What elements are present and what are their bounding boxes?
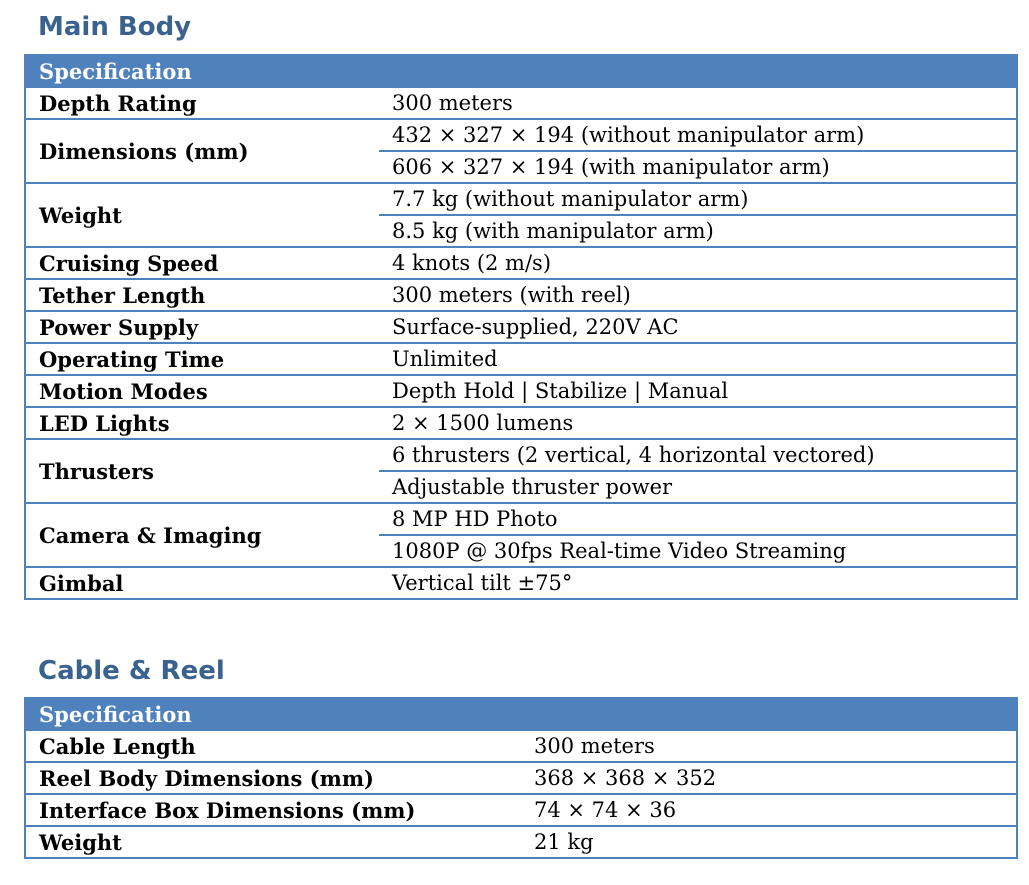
spec-value: 432 × 327 × 194 (without manipulator arm) [379,119,1017,151]
spec-value: 7.7 kg (without manipulator arm) [379,183,1017,215]
table-row [25,343,1017,375]
spec-label: Cruising Speed [25,247,379,279]
table-row [25,731,1017,762]
spec-label: Gimbal [25,567,379,599]
spec-label: Operating Time [25,343,379,375]
spec-label: LED Lights [25,407,379,439]
table-row [25,567,1017,599]
spec-value: 300 meters (with reel) [379,279,1017,311]
spec-label: Weight [25,826,521,858]
spec-label: Cable Length [25,731,521,762]
spec-header: Specification [25,698,1017,731]
spec-value: 300 meters [521,731,1017,762]
spec-value: 6 thrusters (2 vertical, 4 horizontal vectored) [379,439,1017,471]
table-header-row [25,698,1017,731]
spec-value: Vertical tilt ±75° [379,567,1017,599]
spec-value: Surface-supplied, 220V AC [379,311,1017,343]
main-body-rows [25,88,1017,599]
spec-value: 606 × 327 × 194 (with manipulator arm) [379,151,1017,183]
spec-label: Thrusters [25,439,379,503]
spec-label: Motion Modes [25,375,379,407]
table-row [25,279,1017,311]
table-row [25,826,1017,858]
spec-label: Weight [25,183,379,247]
main-body-spec-table [24,54,1018,600]
table-row [25,503,1017,535]
spec-label: Interface Box Dimensions (mm) [25,794,521,826]
main-body-title: Main Body [38,12,192,42]
spec-value: Depth Hold | Stabilize | Manual [379,375,1017,407]
spec-value: Adjustable thruster power [379,471,1017,503]
table-row [25,183,1017,215]
table-row [25,311,1017,343]
cable-reel-rows [25,731,1017,858]
spec-value: 8 MP HD Photo [379,503,1017,535]
table-row [25,88,1017,119]
spec-label: Tether Length [25,279,379,311]
spec-value: 1080P @ 30fps Real-time Video Streaming [379,535,1017,567]
table-row [25,439,1017,471]
spec-value: 74 × 74 × 36 [521,794,1017,826]
spec-header: Specification [25,55,1017,88]
spec-value: 4 knots (2 m/s) [379,247,1017,279]
table-row [25,794,1017,826]
spec-value: 2 × 1500 lumens [379,407,1017,439]
spec-label: Reel Body Dimensions (mm) [25,762,521,794]
spec-value: 368 × 368 × 352 [521,762,1017,794]
spec-value: Unlimited [379,343,1017,375]
spec-label: Depth Rating [25,88,379,119]
spec-value: 300 meters [379,88,1017,119]
table-row [25,375,1017,407]
spec-value: 8.5 kg (with manipulator arm) [379,215,1017,247]
spec-value: 21 kg [521,826,1017,858]
cable-reel-title: Cable & Reel [38,656,225,686]
cable-reel-spec-table [24,697,1018,859]
spec-label: Dimensions (mm) [25,119,379,183]
spec-label: Power Supply [25,311,379,343]
spec-label: Camera & Imaging [25,503,379,567]
table-row [25,119,1017,151]
table-row [25,247,1017,279]
table-header-row [25,55,1017,88]
table-row [25,407,1017,439]
table-row [25,762,1017,794]
